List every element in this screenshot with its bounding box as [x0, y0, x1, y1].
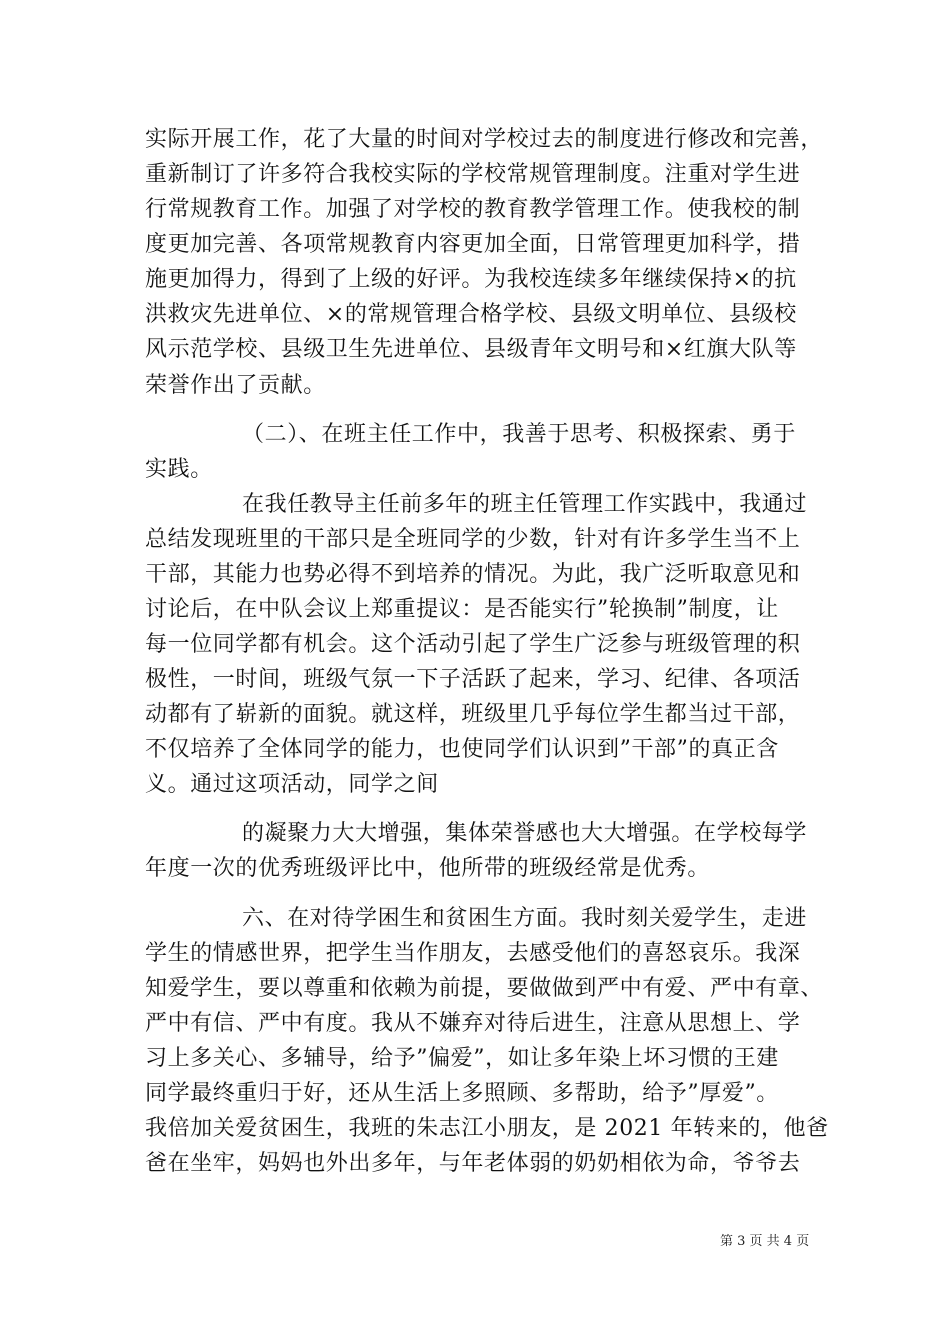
- text-line: 重新制订了许多符合我校实际的学校常规管理制度。注重对学生进: [145, 162, 801, 187]
- text-line: 荣誉作出了贡献。: [145, 373, 326, 398]
- section-heading: （二）、在班主任工作中，我善于思考、积极探索、勇于: [242, 422, 797, 447]
- text-line: 洪救灾先进单位、×的常规管理合格学校、县级文明单位、县级校: [145, 302, 797, 327]
- text-line: 度更加完善、各项常规教育内容更加全面，日常管理更加科学，措: [145, 232, 801, 257]
- text-line: 严中有信、严中有度。我从不嫌弃对待后进生，注意从思想上、学: [145, 1011, 801, 1036]
- text-line: 我倍加关爱贫困生，我班的朱志江小朋友，是 2021 年转来的，他爸: [145, 1116, 829, 1141]
- paragraph-first-line: 在我任教导主任前多年的班主任管理工作实践中，我通过: [242, 492, 808, 517]
- text-line: 极性，一时间，班级气氛一下子活跃了起来，学习、纪律、各项活: [145, 667, 801, 692]
- text-line: 年度一次的优秀班级评比中，他所带的班级经常是优秀。: [145, 856, 711, 881]
- text-line: 施更加得力，得到了上级的好评。为我校连续多年继续保持×的抗: [145, 267, 797, 292]
- text-line: 习上多关心、多辅导，给予”偏爱”，如让多年染上坏习惯的王建: [145, 1046, 779, 1071]
- page-number: 第 3 页 共 4 页: [720, 1234, 810, 1249]
- text-line: 每一位同学都有机会。这个活动引起了学生广泛参与班级管理的积: [145, 632, 801, 657]
- text-line: 行常规教育工作。加强了对学校的教育教学管理工作。使我校的制: [145, 197, 801, 222]
- text-line: 不仅培养了全体同学的能力，也使同学们认识到”干部”的真正含: [145, 737, 779, 762]
- text-line: 同学最终重归于好，还从生活上多照顾、多帮助，给予”厚爱”。: [145, 1081, 779, 1106]
- text-line: 动都有了崭新的面貌。就这样，班级里几乎每位学生都当过干部，: [145, 702, 801, 727]
- text-line: 风示范学校、县级卫生先进单位、县级青年文明号和×红旗大队等: [145, 337, 797, 362]
- text-line: 讨论后，在中队会议上郑重提议：是否能实行”轮换制”制度，让: [145, 597, 779, 622]
- text-line: 爸在坐牢，妈妈也外出多年，与年老体弱的奶奶相依为命，爷爷去: [145, 1151, 801, 1176]
- text-line: 实践。: [145, 457, 213, 482]
- text-line: 实际开展工作，花了大量的时间对学校过去的制度进行修改和完善，: [145, 127, 824, 152]
- text-line: 的凝聚力大大增强，集体荣誉感也大大增强。在学校每学: [242, 821, 808, 846]
- text-line: 知爱学生，要以尊重和依赖为前提，要做做到严中有爱、严中有章、: [145, 976, 824, 1001]
- text-line: 义。通过这项活动，同学之间: [145, 772, 439, 797]
- text-line: 干部，其能力也势必得不到培养的情况。为此，我广泛听取意见和: [145, 562, 801, 587]
- text-line: 学生的情感世界，把学生当作朋友，去感受他们的喜怒哀乐。我深: [145, 941, 801, 966]
- text-line: 总结发现班里的干部只是全班同学的少数，针对有许多学生当不上: [145, 527, 801, 552]
- section-heading: 六、在对待学困生和贫困生方面。我时刻关爱学生，走进: [242, 906, 808, 931]
